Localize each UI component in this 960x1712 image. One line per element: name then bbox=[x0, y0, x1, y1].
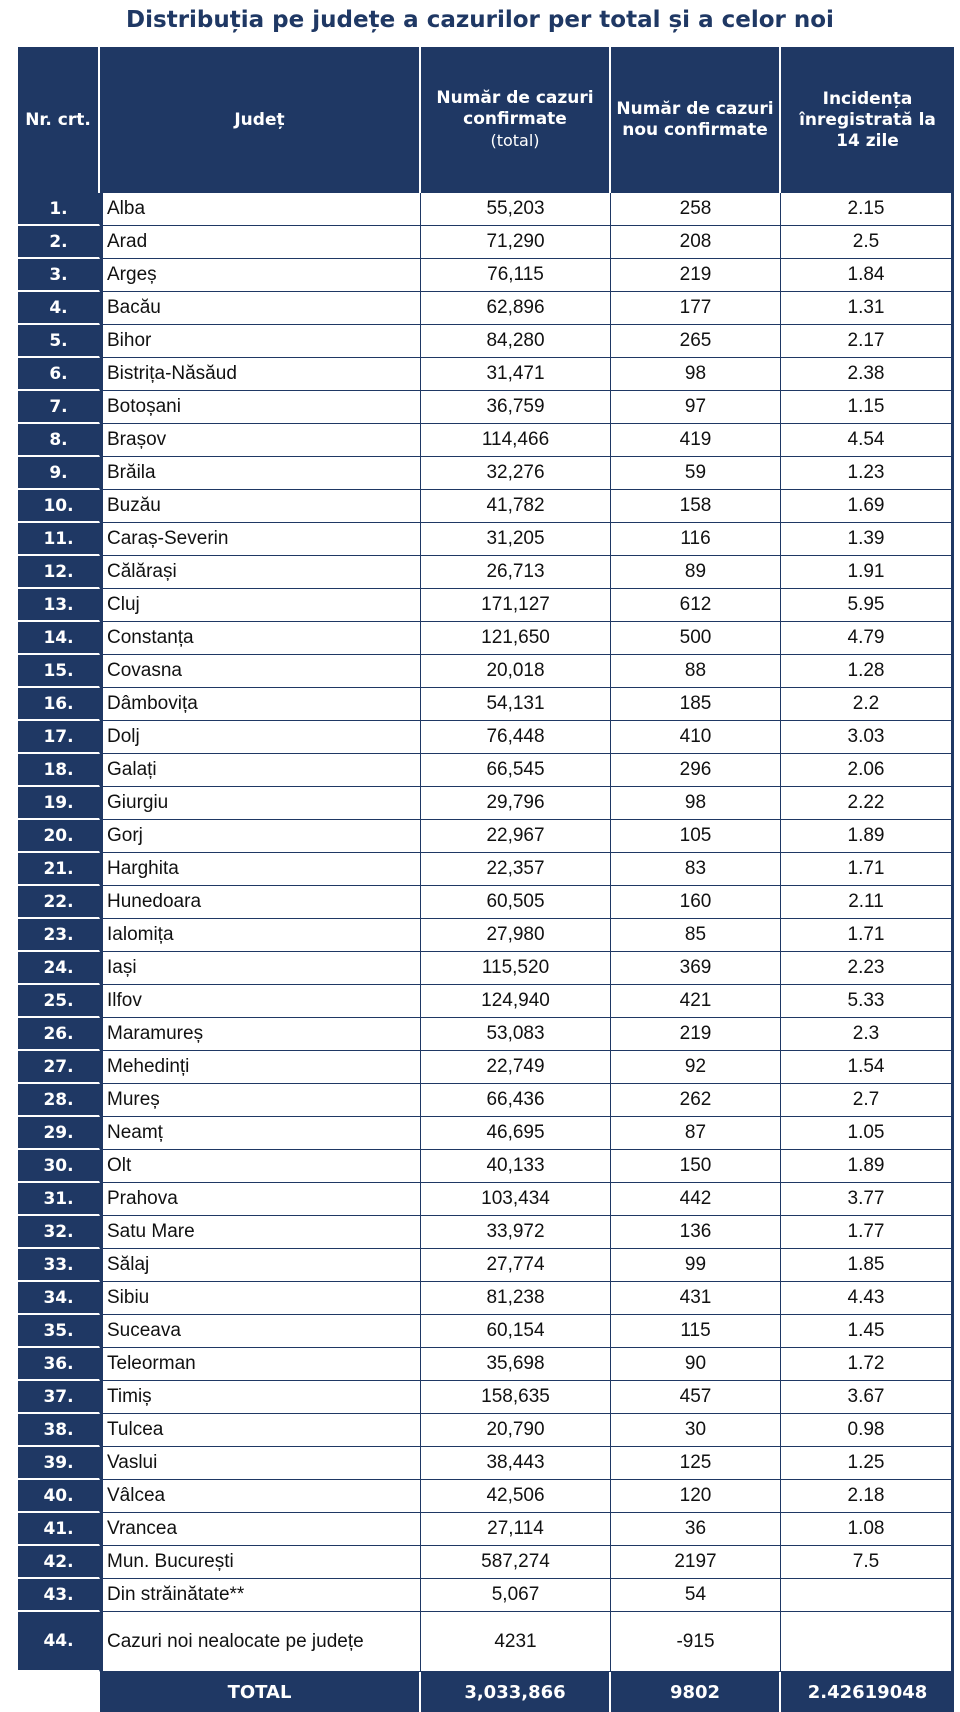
incidence: 5.95 bbox=[781, 589, 954, 622]
row-number: 1. bbox=[18, 193, 100, 226]
total-cases: 84,280 bbox=[421, 325, 611, 358]
new-cases: 296 bbox=[611, 754, 781, 787]
new-cases: 105 bbox=[611, 820, 781, 853]
county-name: Maramureș bbox=[100, 1018, 421, 1051]
table-row bbox=[18, 1150, 954, 1183]
county-name: Timiș bbox=[100, 1381, 421, 1414]
table-row bbox=[18, 1414, 954, 1447]
new-cases: 442 bbox=[611, 1183, 781, 1216]
table-row bbox=[18, 622, 954, 655]
county-name: Ialomița bbox=[100, 919, 421, 952]
row-number: 29. bbox=[18, 1117, 100, 1150]
county-name: Dolj bbox=[100, 721, 421, 754]
cases-table bbox=[18, 47, 954, 1712]
county-name: Galați bbox=[100, 754, 421, 787]
total-new-cases: 9802 bbox=[611, 1672, 781, 1712]
new-cases: 419 bbox=[611, 424, 781, 457]
header-row bbox=[18, 47, 954, 193]
total-cases: 32,276 bbox=[421, 457, 611, 490]
header-judet: Județ bbox=[100, 47, 421, 193]
county-name: Mun. București bbox=[100, 1546, 421, 1579]
new-cases: 54 bbox=[611, 1579, 781, 1612]
new-cases: 92 bbox=[611, 1051, 781, 1084]
row-number: 36. bbox=[18, 1348, 100, 1381]
total-cases: 22,749 bbox=[421, 1051, 611, 1084]
county-name: Mureș bbox=[100, 1084, 421, 1117]
table-row bbox=[18, 1612, 954, 1672]
new-cases: 612 bbox=[611, 589, 781, 622]
table-row bbox=[18, 919, 954, 952]
row-number: 44. bbox=[18, 1612, 100, 1672]
incidence: 4.54 bbox=[781, 424, 954, 457]
new-cases: 85 bbox=[611, 919, 781, 952]
row-number: 40. bbox=[18, 1480, 100, 1513]
table-row bbox=[18, 688, 954, 721]
county-name: Prahova bbox=[100, 1183, 421, 1216]
header-total-sub: (total) bbox=[490, 131, 540, 150]
row-number: 10. bbox=[18, 490, 100, 523]
incidence: 3.67 bbox=[781, 1381, 954, 1414]
row-number: 42. bbox=[18, 1546, 100, 1579]
table-row bbox=[18, 1084, 954, 1117]
new-cases: 431 bbox=[611, 1282, 781, 1315]
row-number: 23. bbox=[18, 919, 100, 952]
county-name: Neamț bbox=[100, 1117, 421, 1150]
row-number: 25. bbox=[18, 985, 100, 1018]
total-label: TOTAL bbox=[100, 1672, 421, 1712]
incidence: 1.39 bbox=[781, 523, 954, 556]
table-row bbox=[18, 1348, 954, 1381]
row-number: 3. bbox=[18, 259, 100, 292]
total-cases: 22,967 bbox=[421, 820, 611, 853]
incidence: 1.84 bbox=[781, 259, 954, 292]
row-number: 39. bbox=[18, 1447, 100, 1480]
row-number: 31. bbox=[18, 1183, 100, 1216]
county-name: Din străinătate** bbox=[100, 1579, 421, 1612]
new-cases: 59 bbox=[611, 457, 781, 490]
row-number: 38. bbox=[18, 1414, 100, 1447]
new-cases: 177 bbox=[611, 292, 781, 325]
row-number: 8. bbox=[18, 424, 100, 457]
header-total-main: Număr de cazuri confirmate bbox=[436, 88, 594, 129]
county-name: Gorj bbox=[100, 820, 421, 853]
table-row bbox=[18, 1051, 954, 1084]
total-cases: 46,695 bbox=[421, 1117, 611, 1150]
incidence bbox=[781, 1579, 954, 1612]
table-row bbox=[18, 358, 954, 391]
incidence: 2.38 bbox=[781, 358, 954, 391]
table-row bbox=[18, 1282, 954, 1315]
new-cases: 89 bbox=[611, 556, 781, 589]
incidence: 1.69 bbox=[781, 490, 954, 523]
incidence: 7.5 bbox=[781, 1546, 954, 1579]
row-number: 21. bbox=[18, 853, 100, 886]
row-number: 7. bbox=[18, 391, 100, 424]
county-name: Iași bbox=[100, 952, 421, 985]
incidence: 2.5 bbox=[781, 226, 954, 259]
total-cases: 71,290 bbox=[421, 226, 611, 259]
county-name: Hunedoara bbox=[100, 886, 421, 919]
incidence: 4.79 bbox=[781, 622, 954, 655]
table-row bbox=[18, 391, 954, 424]
row-number: 27. bbox=[18, 1051, 100, 1084]
county-name: Mehedinți bbox=[100, 1051, 421, 1084]
incidence: 1.89 bbox=[781, 1150, 954, 1183]
incidence: 1.72 bbox=[781, 1348, 954, 1381]
incidence: 5.33 bbox=[781, 985, 954, 1018]
new-cases: 90 bbox=[611, 1348, 781, 1381]
county-name: Tulcea bbox=[100, 1414, 421, 1447]
new-cases: 87 bbox=[611, 1117, 781, 1150]
county-name: Satu Mare bbox=[100, 1216, 421, 1249]
new-cases: 99 bbox=[611, 1249, 781, 1282]
table-body bbox=[18, 193, 954, 1672]
table-row bbox=[18, 952, 954, 985]
total-cases: 171,127 bbox=[421, 589, 611, 622]
total-cases: 66,436 bbox=[421, 1084, 611, 1117]
row-number: 4. bbox=[18, 292, 100, 325]
new-cases: 83 bbox=[611, 853, 781, 886]
total-cases: 3,033,866 bbox=[421, 1672, 611, 1712]
total-cases: 114,466 bbox=[421, 424, 611, 457]
new-cases: 410 bbox=[611, 721, 781, 754]
total-cases: 103,434 bbox=[421, 1183, 611, 1216]
incidence: 1.85 bbox=[781, 1249, 954, 1282]
total-cases: 81,238 bbox=[421, 1282, 611, 1315]
new-cases: 158 bbox=[611, 490, 781, 523]
county-name: Arad bbox=[100, 226, 421, 259]
total-cases: 27,980 bbox=[421, 919, 611, 952]
total-cases: 26,713 bbox=[421, 556, 611, 589]
county-name: Giurgiu bbox=[100, 787, 421, 820]
county-name: Ilfov bbox=[100, 985, 421, 1018]
county-name: Teleorman bbox=[100, 1348, 421, 1381]
incidence bbox=[781, 1612, 954, 1672]
table-row bbox=[18, 1381, 954, 1414]
county-name: Bistrița-Năsăud bbox=[100, 358, 421, 391]
new-cases: 97 bbox=[611, 391, 781, 424]
table-row bbox=[18, 1447, 954, 1480]
incidence: 2.23 bbox=[781, 952, 954, 985]
incidence: 1.31 bbox=[781, 292, 954, 325]
row-number: 17. bbox=[18, 721, 100, 754]
row-number: 14. bbox=[18, 622, 100, 655]
table-row bbox=[18, 424, 954, 457]
county-name: Argeș bbox=[100, 259, 421, 292]
table-row bbox=[18, 655, 954, 688]
table-row bbox=[18, 1183, 954, 1216]
table-row bbox=[18, 820, 954, 853]
incidence: 1.23 bbox=[781, 457, 954, 490]
row-number: 2. bbox=[18, 226, 100, 259]
incidence: 4.43 bbox=[781, 1282, 954, 1315]
total-cases: 55,203 bbox=[421, 193, 611, 226]
new-cases: 120 bbox=[611, 1480, 781, 1513]
total-cases: 60,154 bbox=[421, 1315, 611, 1348]
table-row bbox=[18, 754, 954, 787]
page-title: Distribuția pe județe a cazurilor per total și a celor noi bbox=[126, 7, 834, 33]
county-name: Harghita bbox=[100, 853, 421, 886]
total-cases: 36,759 bbox=[421, 391, 611, 424]
cases-table-container bbox=[18, 47, 954, 1712]
table-row bbox=[18, 1546, 954, 1579]
incidence: 1.71 bbox=[781, 853, 954, 886]
new-cases: 369 bbox=[611, 952, 781, 985]
total-cases: 31,205 bbox=[421, 523, 611, 556]
total-cases: 33,972 bbox=[421, 1216, 611, 1249]
new-cases: 150 bbox=[611, 1150, 781, 1183]
table-row bbox=[18, 1480, 954, 1513]
row-number: 24. bbox=[18, 952, 100, 985]
new-cases: -915 bbox=[611, 1612, 781, 1672]
row-number: 41. bbox=[18, 1513, 100, 1546]
row-number: 5. bbox=[18, 325, 100, 358]
row-number: 11. bbox=[18, 523, 100, 556]
county-name: Dâmbovița bbox=[100, 688, 421, 721]
new-cases: 125 bbox=[611, 1447, 781, 1480]
county-name: Vâlcea bbox=[100, 1480, 421, 1513]
row-number: 28. bbox=[18, 1084, 100, 1117]
incidence: 2.3 bbox=[781, 1018, 954, 1051]
row-number: 35. bbox=[18, 1315, 100, 1348]
total-cases: 62,896 bbox=[421, 292, 611, 325]
total-cases: 587,274 bbox=[421, 1546, 611, 1579]
county-name: Brașov bbox=[100, 424, 421, 457]
table-row bbox=[18, 325, 954, 358]
total-cases: 27,114 bbox=[421, 1513, 611, 1546]
county-name: Bacău bbox=[100, 292, 421, 325]
incidence: 2.18 bbox=[781, 1480, 954, 1513]
county-name: Alba bbox=[100, 193, 421, 226]
total-cases: 22,357 bbox=[421, 853, 611, 886]
table-row bbox=[18, 853, 954, 886]
row-number: 33. bbox=[18, 1249, 100, 1282]
total-cases: 29,796 bbox=[421, 787, 611, 820]
county-name: Sibiu bbox=[100, 1282, 421, 1315]
new-cases: 457 bbox=[611, 1381, 781, 1414]
new-cases: 98 bbox=[611, 358, 781, 391]
incidence: 1.45 bbox=[781, 1315, 954, 1348]
county-name: Covasna bbox=[100, 655, 421, 688]
total-cases: 53,083 bbox=[421, 1018, 611, 1051]
county-name: Suceava bbox=[100, 1315, 421, 1348]
total-cases: 124,940 bbox=[421, 985, 611, 1018]
county-name: Cluj bbox=[100, 589, 421, 622]
new-cases: 500 bbox=[611, 622, 781, 655]
new-cases: 36 bbox=[611, 1513, 781, 1546]
incidence: 2.15 bbox=[781, 193, 954, 226]
total-cases: 20,790 bbox=[421, 1414, 611, 1447]
row-number: 37. bbox=[18, 1381, 100, 1414]
incidence: 1.91 bbox=[781, 556, 954, 589]
table-row bbox=[18, 589, 954, 622]
incidence: 0.98 bbox=[781, 1414, 954, 1447]
incidence: 1.71 bbox=[781, 919, 954, 952]
new-cases: 98 bbox=[611, 787, 781, 820]
new-cases: 219 bbox=[611, 1018, 781, 1051]
total-cases: 31,471 bbox=[421, 358, 611, 391]
total-cases: 4231 bbox=[421, 1612, 611, 1672]
table-row bbox=[18, 259, 954, 292]
table-row bbox=[18, 1513, 954, 1546]
new-cases: 208 bbox=[611, 226, 781, 259]
county-name: Caraș-Severin bbox=[100, 523, 421, 556]
incidence: 1.54 bbox=[781, 1051, 954, 1084]
table-row bbox=[18, 1579, 954, 1612]
total-row bbox=[18, 1672, 954, 1712]
incidence: 2.17 bbox=[781, 325, 954, 358]
county-name: Sălaj bbox=[100, 1249, 421, 1282]
table-row bbox=[18, 1216, 954, 1249]
row-number: 30. bbox=[18, 1150, 100, 1183]
county-name: Vrancea bbox=[100, 1513, 421, 1546]
row-number: 12. bbox=[18, 556, 100, 589]
incidence: 2.7 bbox=[781, 1084, 954, 1117]
new-cases: 2197 bbox=[611, 1546, 781, 1579]
row-number: 43. bbox=[18, 1579, 100, 1612]
row-number: 34. bbox=[18, 1282, 100, 1315]
table-row bbox=[18, 457, 954, 490]
county-name: Călărași bbox=[100, 556, 421, 589]
new-cases: 115 bbox=[611, 1315, 781, 1348]
incidence: 2.22 bbox=[781, 787, 954, 820]
table-row bbox=[18, 523, 954, 556]
new-cases: 219 bbox=[611, 259, 781, 292]
row-number: 19. bbox=[18, 787, 100, 820]
total-cases: 66,545 bbox=[421, 754, 611, 787]
incidence: 1.89 bbox=[781, 820, 954, 853]
incidence: 1.25 bbox=[781, 1447, 954, 1480]
row-number: 22. bbox=[18, 886, 100, 919]
total-cases: 60,505 bbox=[421, 886, 611, 919]
incidence: 2.2 bbox=[781, 688, 954, 721]
total-cases: 38,443 bbox=[421, 1447, 611, 1480]
new-cases: 185 bbox=[611, 688, 781, 721]
total-cases: 76,448 bbox=[421, 721, 611, 754]
new-cases: 116 bbox=[611, 523, 781, 556]
table-row bbox=[18, 985, 954, 1018]
county-name: Botoșani bbox=[100, 391, 421, 424]
county-name: Brăila bbox=[100, 457, 421, 490]
incidence: 2.06 bbox=[781, 754, 954, 787]
county-name: Buzău bbox=[100, 490, 421, 523]
table-row bbox=[18, 886, 954, 919]
new-cases: 136 bbox=[611, 1216, 781, 1249]
incidence: 1.28 bbox=[781, 655, 954, 688]
total-cases: 121,650 bbox=[421, 622, 611, 655]
table-row bbox=[18, 226, 954, 259]
county-name: Olt bbox=[100, 1150, 421, 1183]
total-row-blank bbox=[18, 1672, 100, 1712]
row-number: 16. bbox=[18, 688, 100, 721]
incidence: 1.05 bbox=[781, 1117, 954, 1150]
incidence: 2.11 bbox=[781, 886, 954, 919]
table-row bbox=[18, 1249, 954, 1282]
county-name: Bihor bbox=[100, 325, 421, 358]
header-total bbox=[421, 47, 611, 193]
new-cases: 160 bbox=[611, 886, 781, 919]
new-cases: 262 bbox=[611, 1084, 781, 1117]
new-cases: 421 bbox=[611, 985, 781, 1018]
header-incidence: Incidența înregistrată la 14 zile bbox=[781, 47, 954, 193]
table-row bbox=[18, 1018, 954, 1051]
row-number: 20. bbox=[18, 820, 100, 853]
county-name: Cazuri noi nealocate pe județe bbox=[100, 1612, 421, 1672]
table-row bbox=[18, 292, 954, 325]
total-cases: 40,133 bbox=[421, 1150, 611, 1183]
county-name: Vaslui bbox=[100, 1447, 421, 1480]
total-cases: 41,782 bbox=[421, 490, 611, 523]
table-row bbox=[18, 787, 954, 820]
incidence: 3.03 bbox=[781, 721, 954, 754]
header-nr: Nr. crt. bbox=[18, 47, 100, 193]
row-number: 9. bbox=[18, 457, 100, 490]
row-number: 13. bbox=[18, 589, 100, 622]
table-row bbox=[18, 193, 954, 226]
county-name: Constanța bbox=[100, 622, 421, 655]
incidence: 3.77 bbox=[781, 1183, 954, 1216]
table-footer bbox=[18, 1672, 954, 1712]
row-number: 26. bbox=[18, 1018, 100, 1051]
total-cases: 42,506 bbox=[421, 1480, 611, 1513]
total-cases: 115,520 bbox=[421, 952, 611, 985]
new-cases: 88 bbox=[611, 655, 781, 688]
total-cases: 76,115 bbox=[421, 259, 611, 292]
total-cases: 54,131 bbox=[421, 688, 611, 721]
row-number: 32. bbox=[18, 1216, 100, 1249]
row-number: 15. bbox=[18, 655, 100, 688]
total-cases: 27,774 bbox=[421, 1249, 611, 1282]
table-header bbox=[18, 47, 954, 193]
row-number: 18. bbox=[18, 754, 100, 787]
total-cases: 158,635 bbox=[421, 1381, 611, 1414]
new-cases: 30 bbox=[611, 1414, 781, 1447]
total-cases: 35,698 bbox=[421, 1348, 611, 1381]
incidence: 1.08 bbox=[781, 1513, 954, 1546]
table-row bbox=[18, 721, 954, 754]
total-incidence: 2.42619048 bbox=[781, 1672, 954, 1712]
table-row bbox=[18, 490, 954, 523]
total-cases: 20,018 bbox=[421, 655, 611, 688]
incidence: 1.15 bbox=[781, 391, 954, 424]
table-row bbox=[18, 556, 954, 589]
new-cases: 265 bbox=[611, 325, 781, 358]
row-number: 6. bbox=[18, 358, 100, 391]
total-cases: 5,067 bbox=[421, 1579, 611, 1612]
table-row bbox=[18, 1315, 954, 1348]
header-new-cases: Număr de cazuri nou confirmate bbox=[611, 47, 781, 193]
table-row bbox=[18, 1117, 954, 1150]
incidence: 1.77 bbox=[781, 1216, 954, 1249]
new-cases: 258 bbox=[611, 193, 781, 226]
